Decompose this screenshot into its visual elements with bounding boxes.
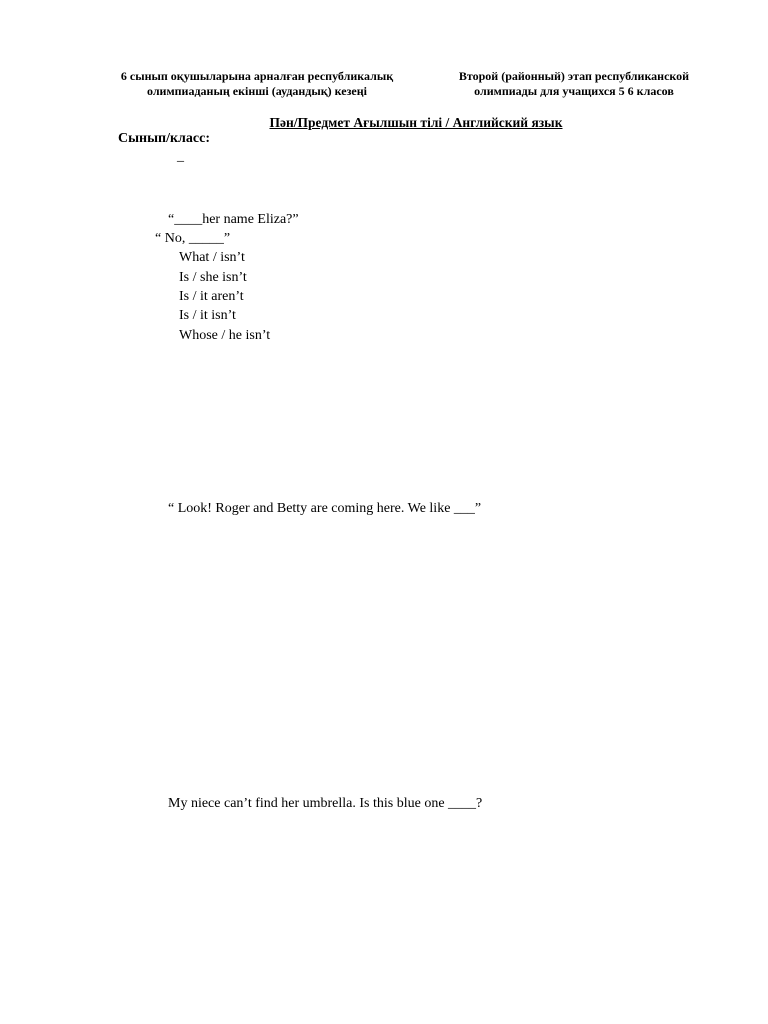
class-label: Сынып/класс: [118,131,211,146]
question-3-stem: My niece can’t find her umbrella. Is this blue one ____? [168,796,483,811]
class-value: _ [177,149,184,164]
question-1-option: What / isn’t [179,250,245,265]
question-1-stem: “____her name Eliza?” [168,212,299,227]
header-russian-line2: олимпиады для учащихся 5 6 класов [474,84,674,98]
question-1-option: Is / she isn’t [179,270,247,285]
header-russian [438,69,710,99]
question-1-option: Is / it isn’t [179,308,236,323]
subject-title: Пән/Предмет Ағылшын тілі / Английский язык [269,115,563,130]
header-kazakh-line2: олимпиаданың екінші (аудандық) кезеңі [146,84,367,98]
question-1-option: Whose / he isn’t [179,328,271,343]
header-russian-line1: Второй (районный) этап республиканской [458,69,690,83]
question-1-answer-line: “ No, _____” [155,231,231,246]
header-kazakh-line1: 6 сынып оқушыларына арналған республикалық [120,69,394,83]
question-1-option: Is / it aren’t [179,289,244,304]
question-2-stem: “ Look! Roger and Betty are coming here. We like ___” [168,501,482,516]
header-kazakh [92,69,422,99]
